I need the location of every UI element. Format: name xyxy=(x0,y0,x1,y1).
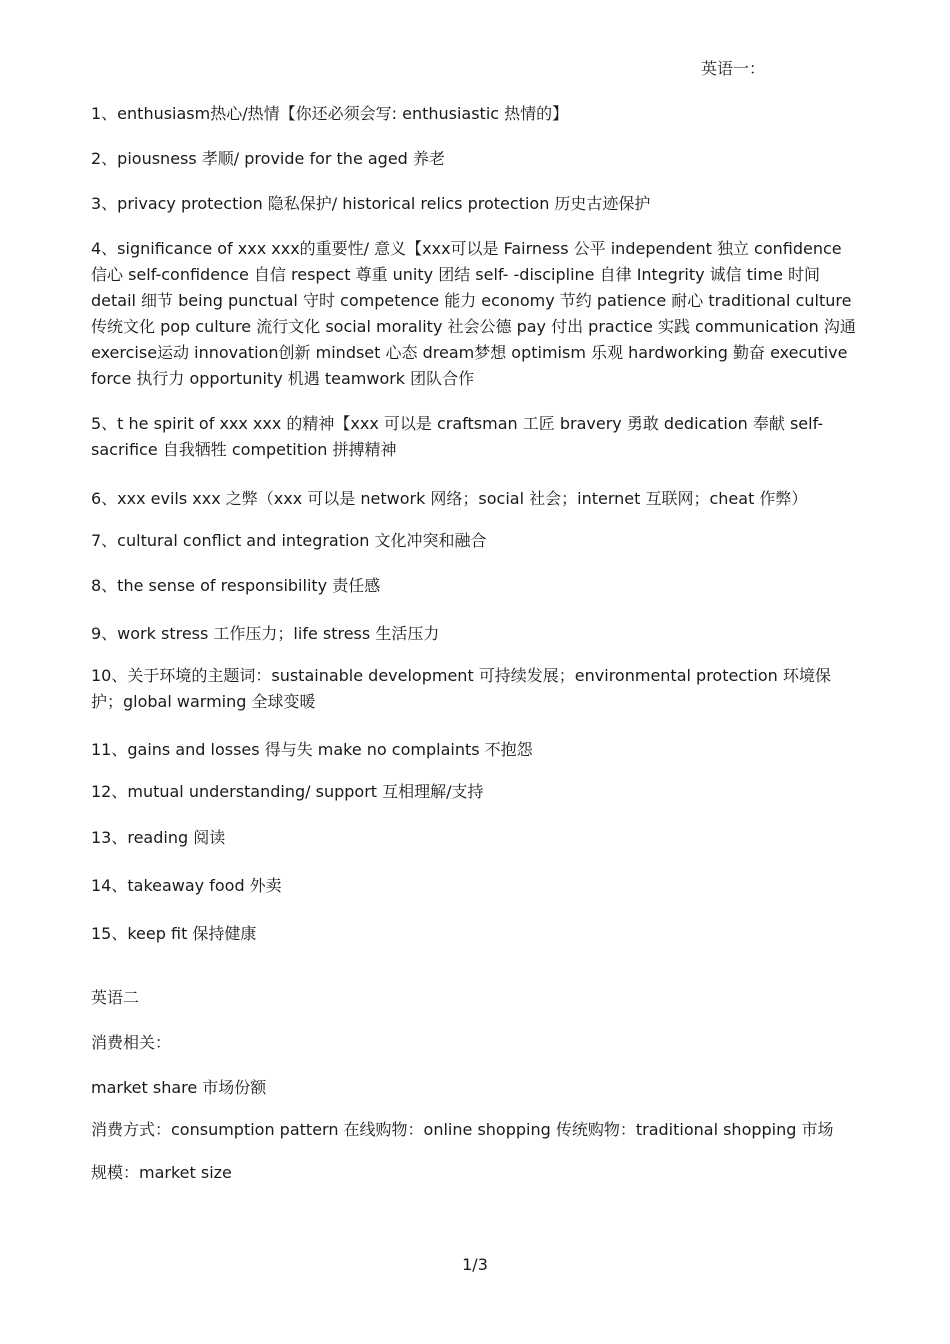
vocab-item-8: 8、the sense of responsibility 责任感 xyxy=(91,576,381,595)
section-header-english-one: 英语一： xyxy=(701,59,766,78)
vocab-item-2: 2、piousness 孝顺/ provide for the aged 养老 xyxy=(91,149,445,168)
vocab-item-7: 7、cultural conflict and integration 文化冲突和融合 xyxy=(91,531,487,550)
consumption-line-1: market share 市场份额 xyxy=(91,1078,267,1097)
vocab-item-6: 6、xxx evils xxx 之弊（xxx 可以是 network 网络；social 社会；internet 互联网；cheat 作弊） xyxy=(91,489,808,508)
page-number: 1/3 xyxy=(462,1255,488,1274)
vocab-item-1: 1、enthusiasm热心/热情【你还必须会写: enthusiastic 热情的】 xyxy=(91,104,569,123)
vocab-item-9: 9、work stress 工作压力；life stress 生活压力 xyxy=(91,624,440,643)
vocab-item-12: 12、mutual understanding/ support 互相理解/支持 xyxy=(91,782,484,801)
vocab-item-15: 15、keep fit 保持健康 xyxy=(91,924,257,943)
vocab-item-4: 4、significance of xxx xxx的重要性/ 意义【xxx可以是 Fairness 公平 independent 独立 confidence 信心 self-confidence 自信 respect 尊重 unity 团结 self- -discipline 自律 Integrity 诚信 time 时间 detail 细节 being punctual 守时 competence 能力 economy 节约 patience 耐心 traditional culture 传统文化 pop culture 流行文化 social morality 社会公德 pay 付出 practice 实践 communication 沟通 exercise运动 innovation创新 mindset 心态 dream梦想 optimism 乐观 hardworking 勤奋 executive force 执行力 opportunity 机遇 teamwork 团队合作 xyxy=(91,239,856,388)
section-subtitle-consumption: 消费相关： xyxy=(91,1033,172,1052)
vocab-item-14: 14、takeaway food 外卖 xyxy=(91,876,282,895)
section-title-english-two: 英语二 xyxy=(91,988,140,1007)
vocab-item-10: 10、关于环境的主题词：sustainable development 可持续发展；environmental protection 环境保护；global warming 全球变暖 xyxy=(91,666,831,711)
vocab-item-5: 5、t he spirit of xxx xxx 的精神【xxx 可以是 craftsman 工匠 bravery 勇敢 dedication 奉献 self-sacrifice 自我牺牲 competition 拼搏精神 xyxy=(91,414,824,459)
consumption-line-2: 消费方式：consumption pattern 在线购物：online shopping 传统购物：traditional shopping 市场 xyxy=(91,1120,834,1139)
vocab-item-13: 13、reading 阅读 xyxy=(91,828,226,847)
vocab-item-11: 11、gains and losses 得与失 make no complaints 不抱怨 xyxy=(91,740,533,759)
consumption-line-3: 规模：market size xyxy=(91,1163,232,1182)
vocab-item-3: 3、privacy protection 隐私保护/ historical relics protection 历史古迹保护 xyxy=(91,194,651,213)
